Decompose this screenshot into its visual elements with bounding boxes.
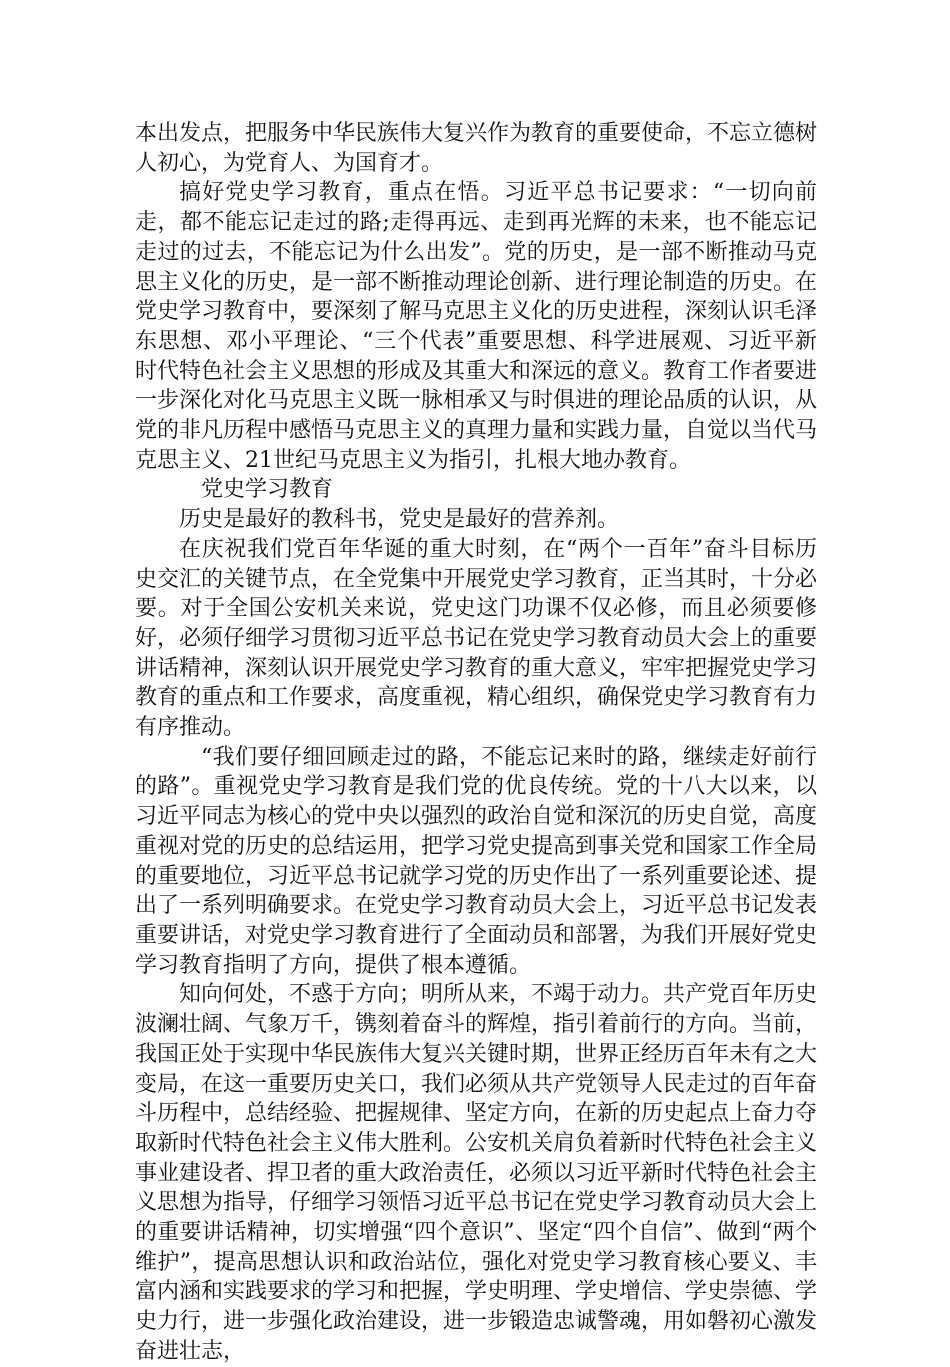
paragraph-direction: 知向何处，不惑于方向；明所从来，不竭于动力。共产党百年历史波澜壮阔、气象万千，镌刻着奋斗的辉煌，指引着前行的方向。当前，我国正处于实现中华民族伟大复兴关键时期，世界正经历百年未有之大变局，在这一重要历史关口，我们必须从共产党领导人民走过的百年奋斗历程中，总结经验、把握规律、坚定方向，在新的历史起点上奋力夺取新时代特色社会主义伟大胜利。公安机关肩负着新时代特色社会主义事业建设者、捍卫者的重大政治责任，必须以习近平新时代特色社会主义思想为指导，仔细学习领悟习近平总书记在党史学习教育动员大会上的重要讲话精神，切实增强“四个意识”、坚定“四个自信”、做到“两个维护”，提高思想认识和政治站位，强化对党史学习教育核心要义、丰富内涵和实践要求的学习和把握，学史明理、学史增信、学史崇德、学史力行，进一步强化政治建设，进一步锻造忠诚警魂，用如磐初心激发奋进壮志， — [135, 982, 818, 1364]
paragraph-intro-continuation: 本出发点，把服务中华民族伟大复兴作为教育的重要使命，不忘立德树人初心，为党育人、为国育才。 — [135, 121, 818, 176]
paragraph-centenary: 在庆祝我们党百年华诞的重大时刻，在“两个一百年”奋斗目标历史交汇的关键节点，在全党集中开展党史学习教育，正当其时，十分必要。对于全国公安机关来说，党史这门功课不仅必修，而且必须要修好，必须仔细学习贯彻习近平总书记在党史学习教育动员大会上的重要讲话精神，深刻认识开展党史学习教育的重大意义，牢牢把握党史学习教育的重点和工作要求，高度重视，精心组织，确保党史学习教育有力有序推动。 — [135, 536, 818, 741]
document-page — [135, 119, 817, 1367]
section-heading: 党史学习教育 — [201, 477, 334, 503]
paragraph-study-focus: 搞好党史学习教育，重点在悟。习近平总书记要求：“一切向前走，都不能忘记走过的路;走得再远、走到再光辉的未来，也不能忘记走过的过去，不能忘记为什么出发”。党的历史，是一部不断推动马克思主义化的历史，是一部不断推动理论创新、进行理论制造的历史。在党史学习教育中，要深刻了解马克思主义化的历史进程，深刻认识毛泽东思想、邓小平理论、“三个代表”重要思想、科学进展观、习近平新时代特色社会主义思想的形成及其重大和深远的意义。教育工作者要进一步深化对化马克思主义既一脉相承又与时俱进的理论品质的认识，从党的非凡历程中感悟马克思主义的真理力量和实践力量，自觉以当代马克思主义、21世纪马克思主义为指引，扎根大地办教育。 — [135, 180, 818, 473]
paragraph-history-textbook: 历史是最好的教科书，党史是最好的营养剂。 — [179, 507, 620, 533]
paragraph-quote: “我们要仔细回顾走过的路，不能忘记来时的路，继续走好前行的路”。重视党史学习教育是我们党的优良传统。党的十八大以来，以习近平同志为核心的党中央以强烈的政治自觉和深沉的历史自觉，高度重视对党的历史的总结运用，把学习党史提高到事关党和国家工作全局的重要地位，习近平总书记就学习党的历史作出了一系列重要论述、提出了一系列明确要求。在党史学习教育动员大会上，习近平总书记发表重要讲话，对党史学习教育进行了全面动员和部署，为我们开展好党史学习教育指明了方向，提供了根本遵循。 — [135, 744, 818, 978]
